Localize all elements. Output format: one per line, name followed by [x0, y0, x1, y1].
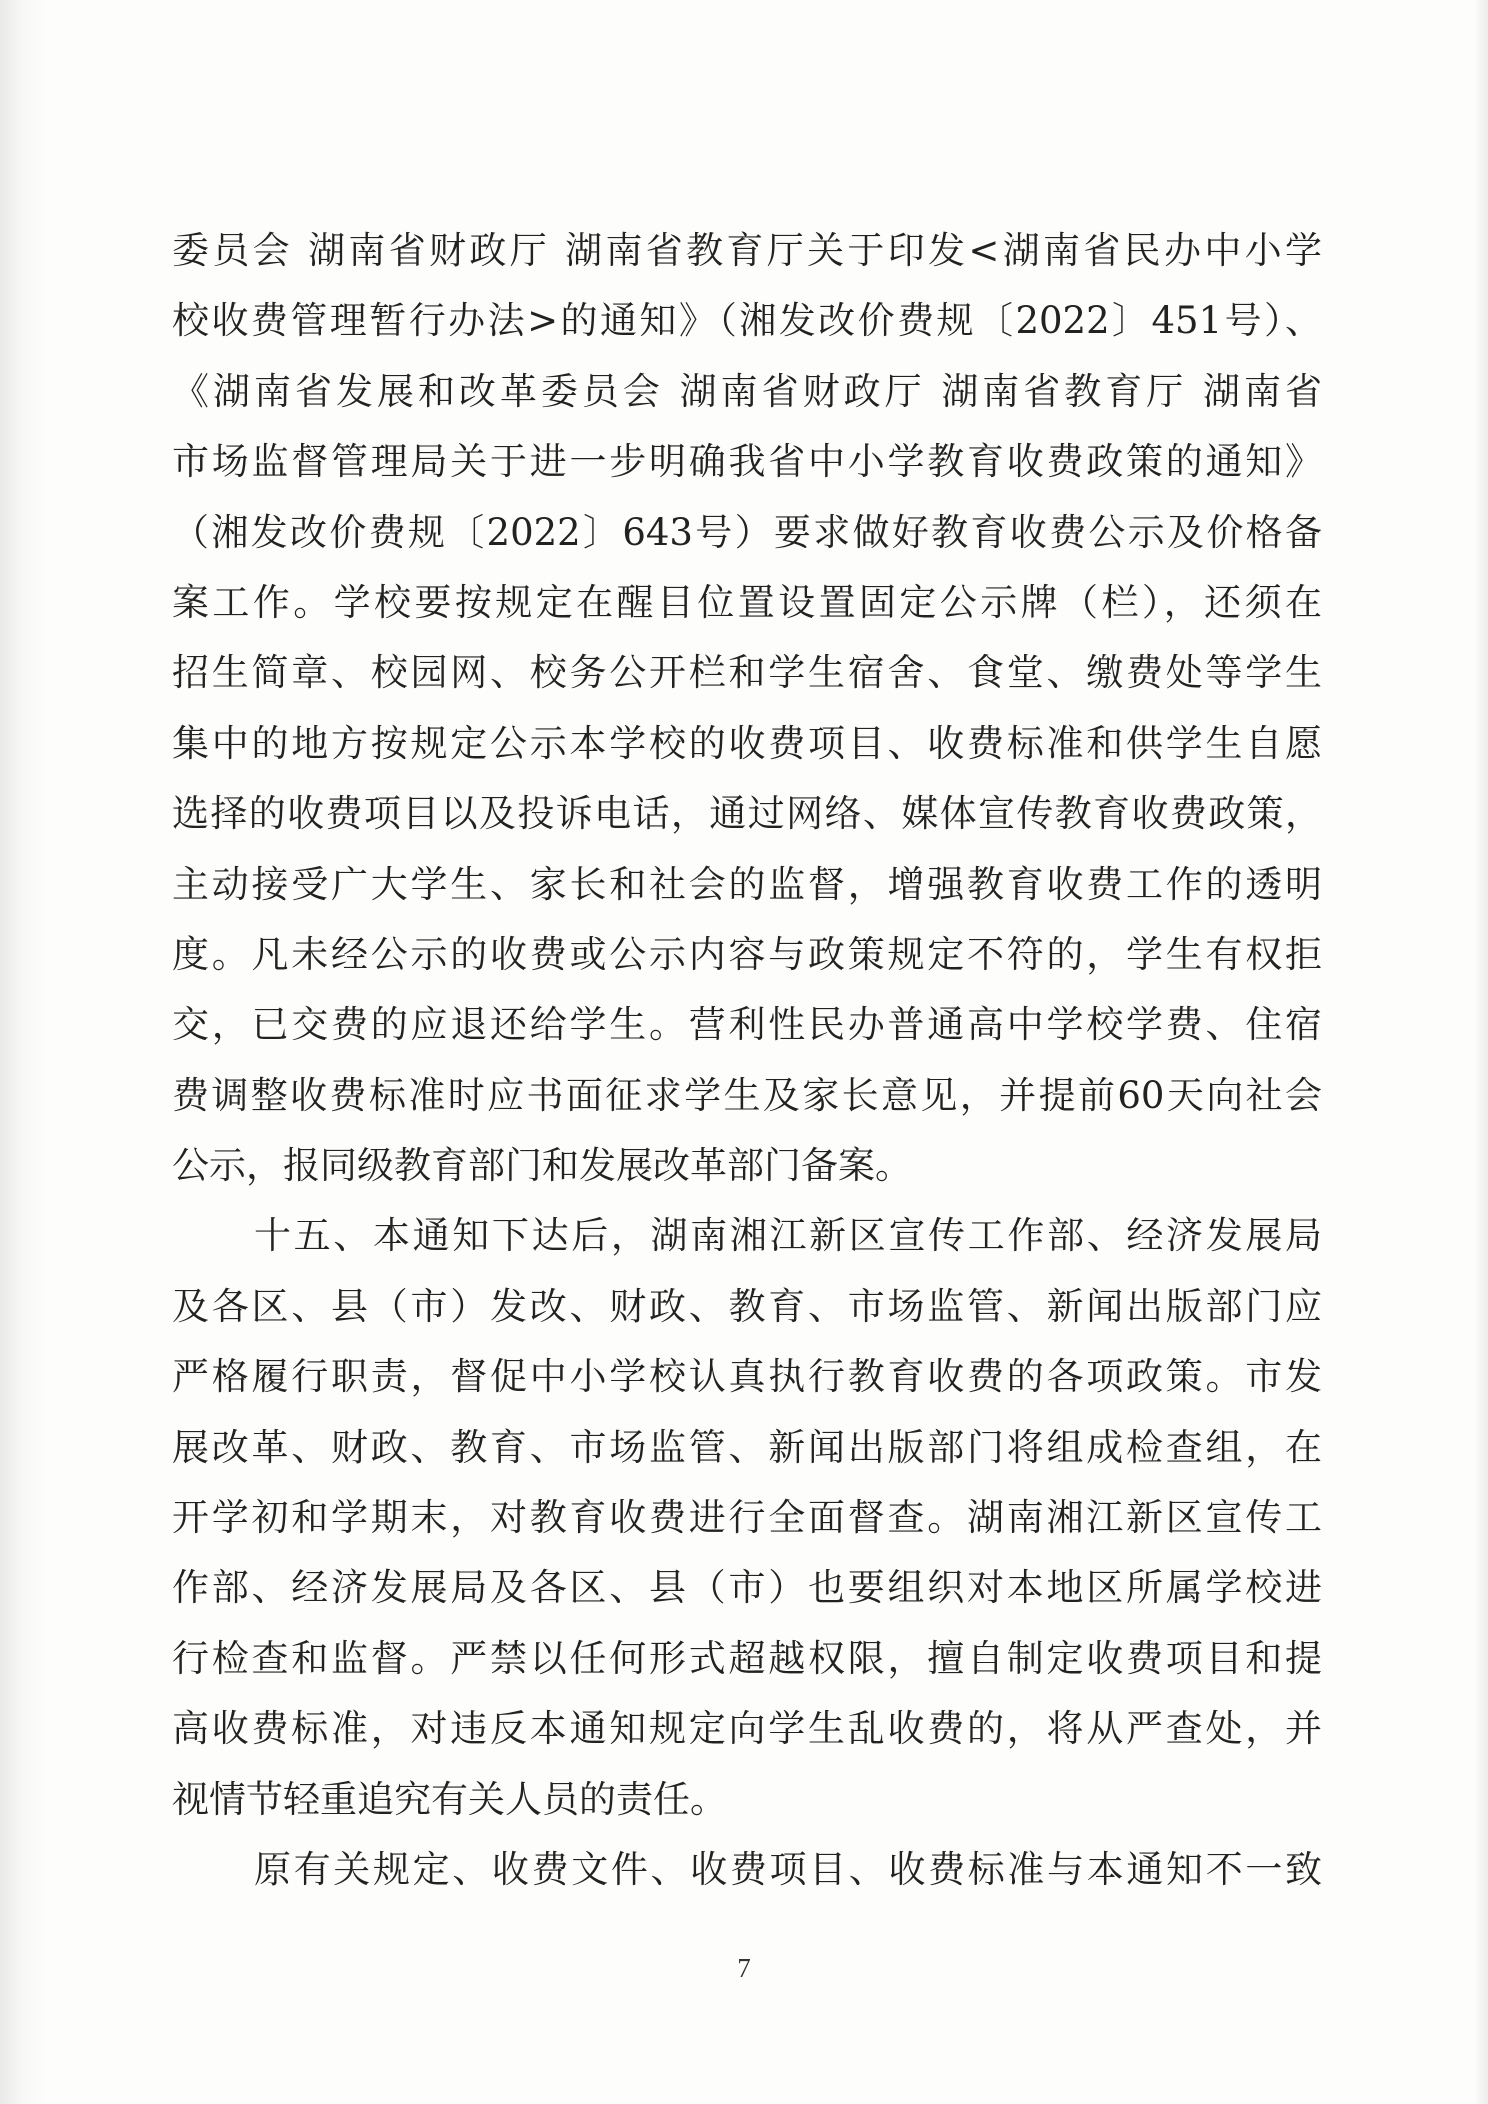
text-line: 选择的收费项目以及投诉电话，通过网络、媒体宣传教育收费政策，	[172, 792, 1322, 836]
text-line: 交，已交费的应退还给学生。营利性民办普通高中学校学费、住宿	[172, 1003, 1322, 1047]
text-line: 校收费管理暂行办法>的通知》（湘发改价费规〔2022〕451号）、	[172, 299, 1322, 343]
text-line: 视情节轻重追究有关人员的责任。	[172, 1777, 727, 1821]
text-line: 严格履行职责，督促中小学校认真执行教育收费的各项政策。市发	[172, 1355, 1322, 1399]
paragraph-first-line: 十五、本通知下达后，湖南湘江新区宣传工作部、经济发展局	[254, 1214, 1322, 1258]
text-line: （湘发改价费规〔2022〕643号）要求做好教育收费公示及价格备	[172, 510, 1322, 554]
text-line: 《湖南省发展和改革委员会 湖南省财政厅 湖南省教育厅 湖南省	[172, 369, 1322, 413]
text-line: 费调整收费标准时应书面征求学生及家长意见，并提前60天向社会	[172, 1073, 1322, 1117]
page-number: 7	[737, 1953, 751, 1983]
scan-edge-shadow	[0, 0, 44, 2104]
text-line: 度。凡未经公示的收费或公示内容与政策规定不符的，学生有权拒	[172, 932, 1322, 976]
text-line: 开学初和学期末，对教育收费进行全面督查。湖南湘江新区宣传工	[172, 1496, 1322, 1540]
text-line: 市场监督管理局关于进一步明确我省中小学教育收费政策的通知》	[172, 440, 1322, 484]
text-line: 行检查和监督。严禁以任何形式超越权限，擅自制定收费项目和提	[172, 1636, 1322, 1680]
text-line: 及各区、县（市）发改、财政、教育、市场监管、新闻出版部门应	[172, 1284, 1322, 1328]
document-body	[172, 216, 1322, 1905]
text-line: 高收费标准，对违反本通知规定向学生乱收费的，将从严查处，并	[172, 1707, 1322, 1751]
text-line: 委员会 湖南省财政厅 湖南省教育厅关于印发<湖南省民办中小学	[172, 229, 1322, 272]
text-line: 招生简章、校园网、校务公开栏和学生宿舍、食堂、缴费处等学生	[172, 651, 1322, 695]
text-line: 展改革、财政、教育、市场监管、新闻出版部门将组成检查组，在	[172, 1425, 1322, 1469]
text-line: 集中的地方按规定公示本学校的收费项目、收费标准和供学生自愿	[172, 721, 1322, 765]
paragraph-first-line: 原有关规定、收费文件、收费项目、收费标准与本通知不一致	[254, 1847, 1322, 1891]
text-line: 案工作。学校要按规定在醒目位置设置固定公示牌（栏），还须在	[172, 580, 1322, 624]
text-line: 作部、经济发展局及各区、县（市）也要组织对本地区所属学校进	[172, 1566, 1322, 1610]
text-line: 主动接受广大学生、家长和社会的监督，增强教育收费工作的透明	[172, 862, 1322, 906]
scan-right-edge	[1474, 0, 1488, 2104]
text-line: 公示，报同级教育部门和发展改革部门备案。	[172, 1144, 912, 1188]
